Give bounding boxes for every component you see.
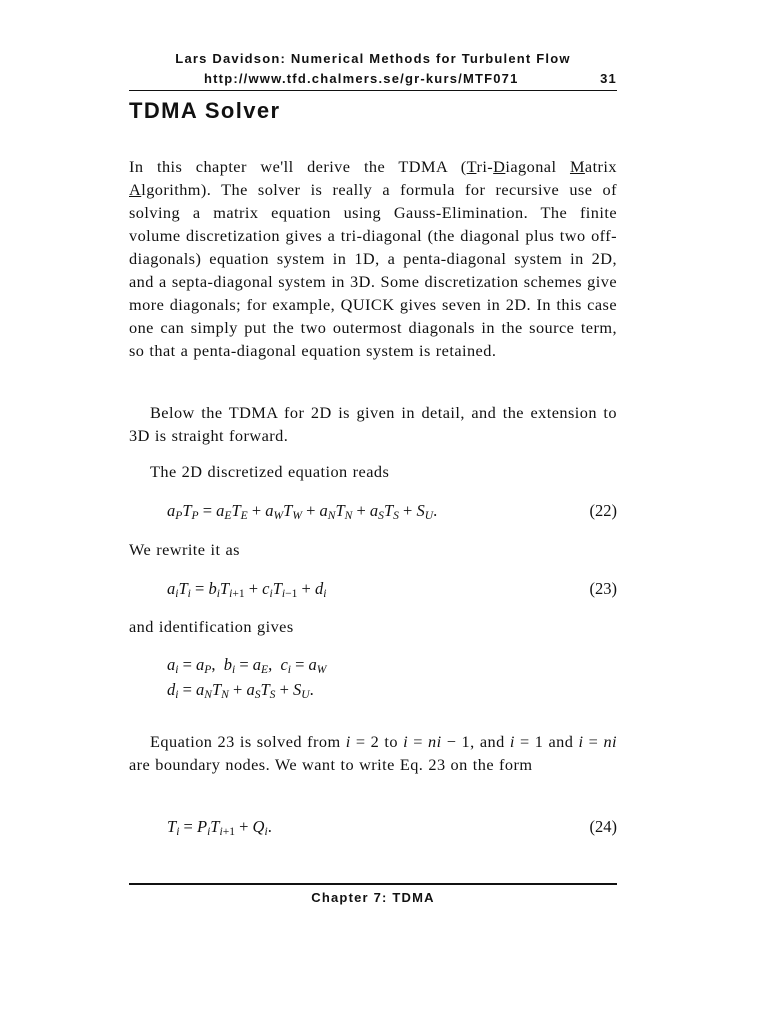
paragraph-2d-detail: Below the TDMA for 2D is given in detail, and the extension to 3D is straight forward. xyxy=(129,403,617,445)
equation-22-number: (22) xyxy=(589,501,617,520)
document-page xyxy=(129,0,617,1024)
paragraph-solve-range: Equation 23 is solved from i = 2 to i = ni − 1, and i = 1 and i = ni are boundary nodes. We want to write Eq. 23 on the form xyxy=(129,732,618,774)
equation-24: $T_i = P_iT_{i+1} + Q_i$. xyxy=(167,817,272,838)
intro-paragraph: In this chapter we'll derive the TDMA (Tri-Diagonal Matrix Algorithm). The solver is really a formula for recursive use of solving a matrix equation using Gauss-Elimination. The finite volume discretization gives a tri-diagonal (the diagonal plus two off-diagonals) equation system in 1D, a penta-diagonal system in 2D, and a septa-diagonal system in 3D. Some discretization schemes give more diagonals; for example, QUICK gives seven in 2D. In this case one can simply put the two outermost diagonals in the source term, so that a penta-diagonal equation system is retained. xyxy=(129,157,617,360)
running-footer: Chapter 7: TDMA xyxy=(311,890,435,905)
paragraph-identification: and identification gives xyxy=(129,617,294,636)
equation-22: $a_PT_P = a_ET_E + a_WT_W + a_NT_N + a_ST_S + S_U$. xyxy=(167,501,438,522)
footer-rule xyxy=(129,883,617,885)
equation-24-number: (24) xyxy=(589,817,617,836)
equation-23: $a_iT_i = b_iT_{i+1} + c_iT_{i-1} + d_i$ xyxy=(167,579,327,600)
header-url: http://www.tfd.chalmers.se/gr-kurs/MTF071 xyxy=(204,71,519,86)
running-header-title: Lars Davidson: Numerical Methods for Turbulent Flow xyxy=(175,51,571,66)
identification-equation-line-1: $a_i = a_P$, $b_i = a_E$, $c_i = a_W$ xyxy=(167,655,327,676)
running-header-line2 xyxy=(129,71,617,89)
identification-equation-line-2: $d_i = a_NT_N + a_ST_S + S_U$. xyxy=(167,680,314,701)
paragraph-2d-equation-intro: The 2D discretized equation reads xyxy=(150,462,390,481)
equation-23-number: (23) xyxy=(589,579,617,598)
page-number: 31 xyxy=(600,71,617,86)
paragraph-rewrite: We rewrite it as xyxy=(129,540,240,559)
section-title: TDMA Solver xyxy=(129,98,281,123)
header-rule xyxy=(129,90,617,91)
